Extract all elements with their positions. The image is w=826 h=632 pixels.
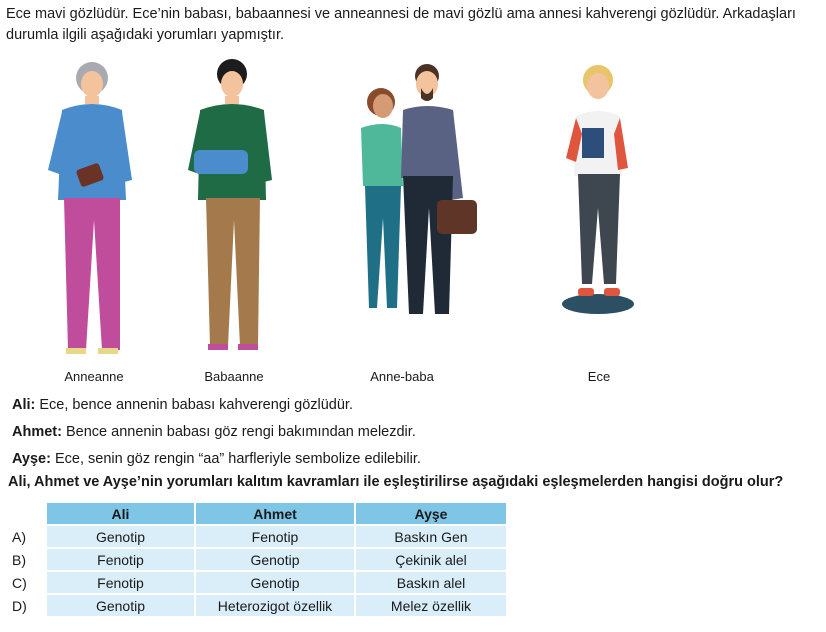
babaanne-illustration — [180, 50, 280, 360]
option-label[interactable]: A) — [12, 528, 26, 545]
header-blank — [10, 503, 45, 524]
ece-illustration — [548, 58, 648, 320]
option-label[interactable]: B) — [12, 551, 26, 568]
header-ayse: Ayşe — [356, 503, 506, 524]
caption-anneanne: Anneanne — [64, 369, 124, 384]
table-cell: Çekinik alel — [356, 549, 506, 570]
table-cell: Fenotip — [196, 526, 354, 547]
caption-babaanne: Babaanne — [204, 369, 264, 384]
comment-name: Ali: — [12, 397, 36, 413]
caption-anne-baba: Anne-baba — [370, 369, 434, 384]
comment-text: Ece, senin göz rengin “aa” harfleriyle sembolize edilebilir. — [50, 451, 421, 467]
comment-ahmet — [12, 424, 416, 440]
comment-name: Ahmet: — [12, 424, 62, 440]
option-c-row[interactable] — [10, 572, 506, 593]
option-b-row[interactable] — [10, 549, 506, 570]
comment-name: Ayşe: — [12, 451, 51, 467]
comment-ayse — [12, 451, 421, 467]
option-label[interactable]: C) — [12, 574, 27, 591]
header-ali: Ali — [47, 503, 194, 524]
table-cell: Melez özellik — [356, 595, 506, 616]
table-cell: Baskın alel — [356, 572, 506, 593]
anneanne-illustration — [40, 50, 140, 360]
comment-ali — [12, 397, 353, 413]
table-cell: Genotip — [196, 572, 354, 593]
table-header-row — [10, 503, 506, 524]
header-ahmet: Ahmet — [196, 503, 354, 524]
table-cell: Baskın Gen — [356, 526, 506, 547]
caption-ece: Ece — [587, 369, 611, 384]
table-cell: Fenotip — [47, 549, 194, 570]
anne-baba-illustration — [345, 58, 485, 328]
option-d-row[interactable] — [10, 595, 506, 616]
comment-text: Ece, bence annenin babası kahverengi gözlüdür. — [35, 397, 353, 413]
answer-table — [8, 501, 508, 618]
option-a-row[interactable] — [10, 526, 506, 547]
table-cell: Fenotip — [47, 572, 194, 593]
table-cell: Genotip — [196, 549, 354, 570]
table-cell: Genotip — [47, 595, 194, 616]
question-stem: Ali, Ahmet ve Ayşe’nin yorumları kalıtım kavramları ile eşleştirilirse aşağıdaki eşleşmelerden hangisi doğru olur? — [8, 474, 784, 490]
comment-text: Bence annenin babası göz rengi bakımından melezdir. — [61, 424, 416, 440]
table-cell: Heterozigot özellik — [196, 595, 354, 616]
option-label[interactable]: D) — [12, 597, 27, 614]
question-intro: Ece mavi gözlüdür. Ece’nin babası, babaannesi ve anneannesi de mavi gözlü ama annesi kahverengi gözlüdür. Arkadaşları durumla ilgili aşağıdaki yorumları yapmıştır. — [6, 6, 796, 43]
table-cell: Genotip — [47, 526, 194, 547]
